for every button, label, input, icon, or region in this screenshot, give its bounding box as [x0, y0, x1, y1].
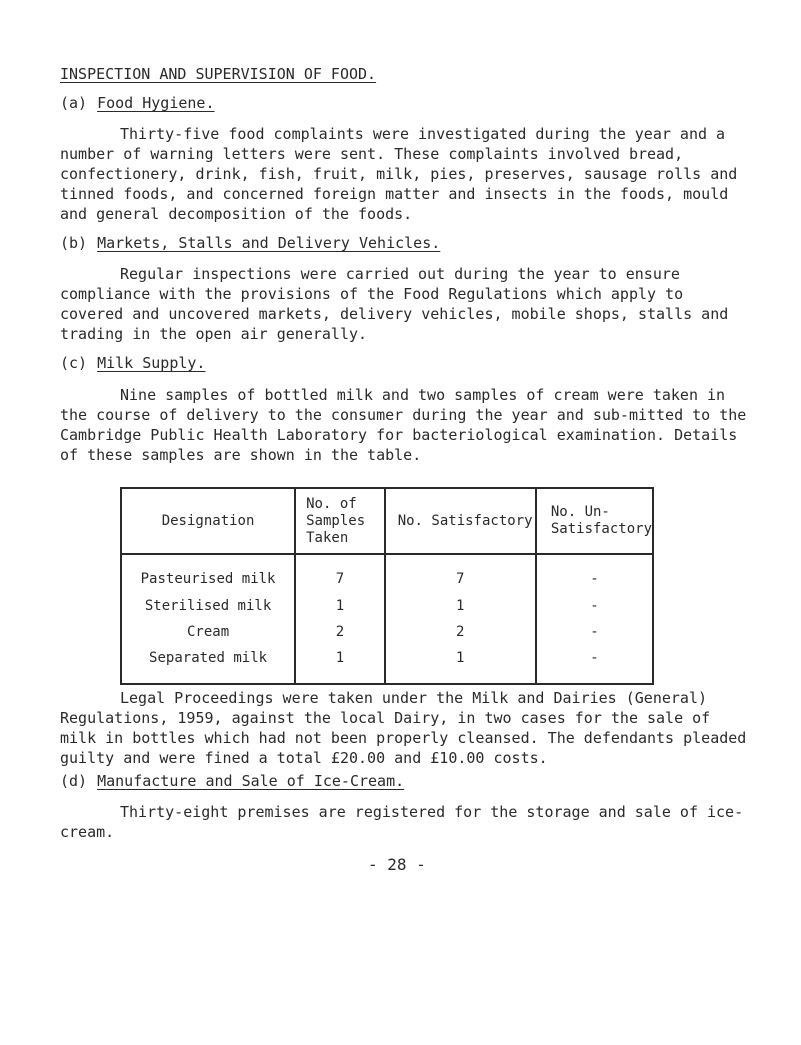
header-samples-taken: No. of Samples Taken	[295, 489, 385, 554]
cell-samples: 2	[295, 622, 385, 648]
table-row	[122, 622, 652, 648]
cell-designation: Cream	[122, 622, 295, 648]
section-a-heading	[60, 93, 215, 113]
section-d-heading	[60, 771, 404, 791]
section-d-title: Manufacture and Sale of Ice-Cream.	[97, 772, 405, 790]
cell-samples: 1	[295, 596, 385, 622]
legal-proceedings-paragraph: Legal Proceedings were taken under the Milk and Dairies (General) Regulations, 1959, against the local Dairy, in two cases for the sale of milk in bottles which had not been properly cleansed. The defendants pleaded guilty and were fined a total £20.00 and £10.00 costs.	[60, 689, 747, 767]
cell-satisfactory: 2	[385, 622, 536, 648]
section-c-paragraph: Nine samples of bottled milk and two samples of cream were taken in the course of delivery to the consumer during the year and sub-mitted to the Cambridge Public Health Laboratory for bacteriological examination. Details of these samples are shown in the table.	[60, 386, 747, 464]
header-designation: Designation	[122, 489, 295, 554]
cell-samples: 7	[295, 554, 385, 596]
table-row	[122, 596, 652, 622]
cell-satisfactory: 1	[385, 596, 536, 622]
cell-designation: Separated milk	[122, 648, 295, 674]
cell-unsatisfactory: -	[590, 598, 599, 615]
section-b-letter: (b)	[60, 234, 88, 252]
cell-satisfactory: 7	[385, 554, 536, 596]
section-c-letter: (c)	[60, 354, 88, 372]
table-header-row	[122, 489, 652, 554]
page-number: - 28 -	[368, 855, 426, 874]
section-b-title: Markets, Stalls and Delivery Vehicles.	[97, 234, 441, 252]
section-d-paragraph: Thirty-eight premises are registered for the storage and sale of ice-cream.	[60, 803, 744, 841]
section-c-title: Milk Supply.	[97, 354, 206, 372]
table-row	[122, 554, 652, 596]
cell-designation: Sterilised milk	[122, 596, 295, 622]
header-unsatisfactory: No. Un- Satisfactory	[536, 489, 652, 554]
cell-unsatisfactory: -	[590, 624, 599, 641]
section-c-heading	[60, 353, 205, 373]
cell-unsatisfactory: -	[590, 650, 599, 667]
page-title: INSPECTION AND SUPERVISION OF FOOD.	[60, 65, 377, 83]
section-a-letter: (a)	[60, 94, 88, 112]
section-b-paragraph: Regular inspections were carried out during the year to ensure compliance with the provisions of the Food Regulations which apply to covered and uncovered markets, delivery vehicles, mobile shops, stalls and trading in the open air generally.	[60, 265, 729, 343]
section-a-paragraph: Thirty-five food complaints were investigated during the year and a number of warning letters were sent. These complaints involved bread, confectionery, drink, fish, fruit, milk, pies, preserves, sausage rolls and tinned foods, and concerned foreign matter and insects in the foods, mould and general decomposition of the foods.	[60, 125, 738, 223]
cell-samples: 1	[295, 648, 385, 674]
cell-designation: Pasteurised milk	[122, 554, 295, 596]
milk-samples-table	[120, 487, 654, 685]
header-satisfactory: No. Satisfactory	[385, 489, 536, 554]
section-d-letter: (d)	[60, 772, 88, 790]
section-b-heading	[60, 233, 440, 253]
table-row	[122, 648, 652, 674]
section-a-title: Food Hygiene.	[97, 94, 215, 112]
cell-satisfactory: 1	[385, 648, 536, 674]
cell-unsatisfactory: -	[590, 571, 599, 587]
